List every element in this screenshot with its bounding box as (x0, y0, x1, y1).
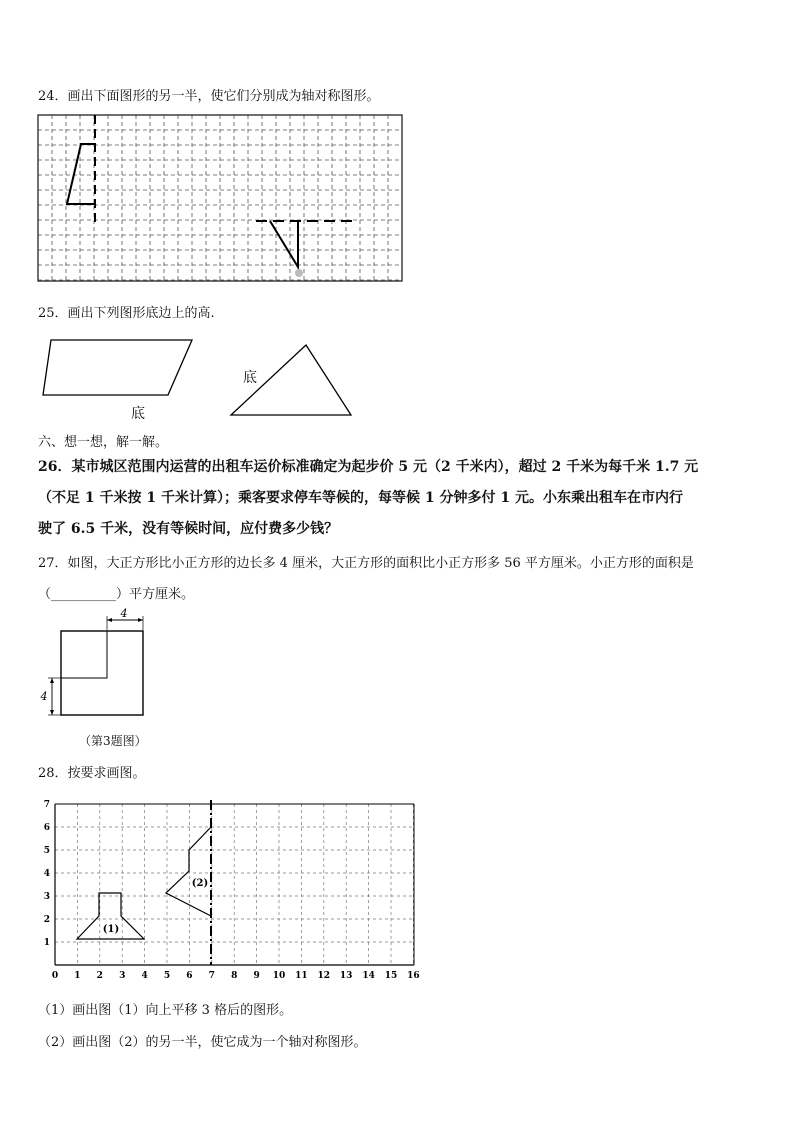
triangle-side-label: 底 (243, 370, 257, 386)
x-tick-label: 8 (231, 971, 238, 981)
x-tick-label: 16 (407, 971, 420, 981)
x-tick-label: 2 (96, 971, 103, 981)
q26-line-2: （不足 1 千米按 1 千米计算）；乘客要求停车等候的，每等候 1 分钟多付 1 元。小东乘出租车在市内行 (38, 490, 683, 506)
x-tick-label: 15 (384, 971, 398, 981)
y-tick-label: 5 (43, 846, 50, 856)
q25-figures (36, 335, 366, 425)
x-tick-label: 5 (163, 971, 171, 981)
parallelogram-base-label: 底 (131, 406, 145, 422)
large-square (61, 631, 143, 715)
x-tick-label: 11 (295, 971, 308, 981)
q27-dim-top: 4 (120, 608, 128, 620)
q28-coordinate-grid (36, 795, 426, 985)
x-tick-label: 6 (186, 971, 193, 981)
q28-sub-1: （1）画出图（1）向上平移 3 格后的图形。 (38, 1003, 293, 1018)
x-tick-label: 9 (253, 971, 260, 981)
y-tick-label: 6 (43, 823, 50, 833)
small-square-edge (61, 631, 107, 678)
x-tick-label: 10 (272, 971, 286, 981)
q24-grid-figure (36, 113, 408, 285)
q24-trapezoid-half (67, 144, 95, 204)
q27-line-1: 27．如图，大正方形比小正方形的边长多 4 厘米，大正方形的面积比小正方形多 56 平方厘米。小正方形的面积是 (38, 556, 694, 571)
q26-line-1: 26．某市城区范围内运营的出租车运价标准确定为起步价 5 元（2 千米内），超过 2 千米为每千米 1.7 元 (38, 459, 699, 475)
q27-squares-figure (36, 608, 156, 723)
y-tick-label: 2 (43, 915, 50, 925)
q28-question: 28．按要求画图。 (38, 766, 146, 781)
q28-shape-1-label: (1) (102, 924, 120, 935)
q25-question: 25．画出下列图形底边上的高. (38, 306, 215, 321)
y-tick-label: 1 (43, 938, 50, 948)
parallelogram (43, 340, 192, 395)
q27-line-2: （__________）平方厘米。 (38, 587, 195, 602)
q27-dim-left: 4 (40, 690, 48, 703)
y-tick-label: 7 (43, 800, 50, 810)
x-tick-label: 1 (74, 971, 81, 981)
x-tick-label: 13 (339, 971, 353, 981)
y-tick-label: 3 (43, 892, 50, 902)
q28-shape-2-label: (2) (191, 878, 209, 889)
x-tick-label: 12 (317, 971, 331, 981)
x-tick-label: 4 (141, 971, 148, 981)
q24-question: 24．画出下面图形的另一半，使它们分别成为轴对称图形。 (38, 89, 380, 104)
x-tick-label: 3 (119, 971, 126, 981)
x-tick-label: 7 (208, 971, 215, 981)
section-heading: 六、想一想，解一解。 (38, 435, 169, 450)
q28-sub-2: （2）画出图（2）的另一半，使它成为一个轴对称图形。 (38, 1035, 367, 1050)
q26-line-3: 驶了 6.5 千米，没有等候时间，应付费多少钱？ (38, 521, 339, 537)
q28-shape-2-half (166, 827, 211, 916)
q24-triangle-half (270, 221, 298, 267)
q27-caption: （第3题图） (79, 734, 147, 748)
x-tick-label: 0 (51, 971, 59, 981)
y-tick-label: 4 (43, 869, 50, 879)
x-tick-label: 14 (362, 971, 375, 981)
